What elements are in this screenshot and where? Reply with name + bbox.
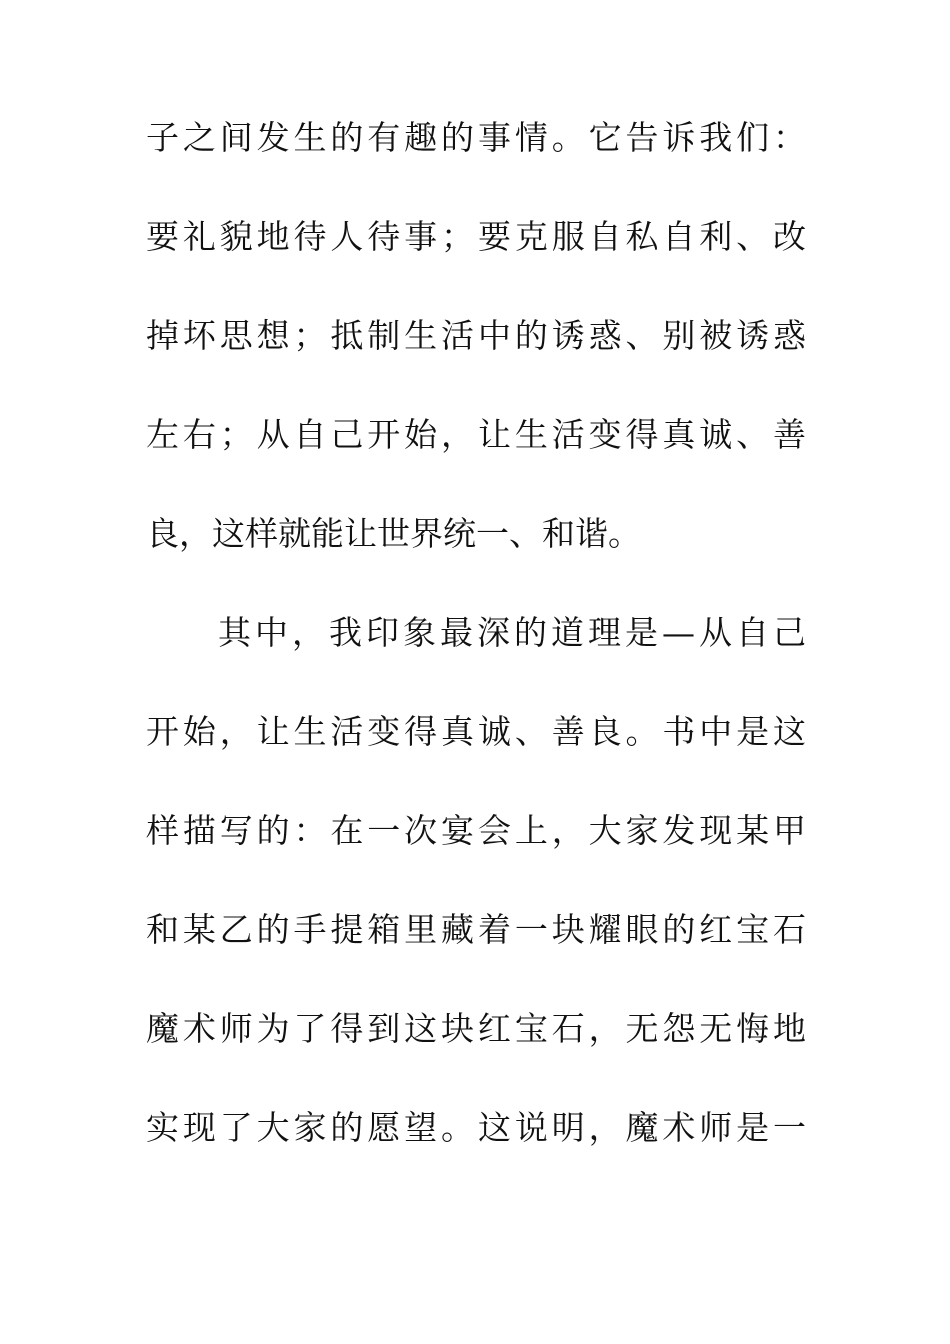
body-text [146, 118, 806, 1210]
text-line-9: 和某乙的手提箱里藏着一块耀眼的红宝石 [146, 910, 806, 949]
text-line-8: 样描写的：在一次宴会上，大家发现某甲 [146, 811, 806, 850]
text-line-10: 魔术师为了得到这块红宝石，无怨无悔地 [146, 1009, 806, 1048]
text-line-4: 左右；从自己开始，让生活变得真诚、善 [146, 415, 806, 454]
text-line-3: 掉坏思想；抵制生活中的诱惑、别被诱惑 [146, 316, 806, 355]
text-line-11: 实现了大家的愿望。这说明，魔术师是一 [146, 1108, 806, 1147]
text-line-6: 其中，我印象最深的道理是—从自己 [218, 613, 806, 652]
text-line-5: 良，这样就能让世界统一、和谐。 [146, 514, 641, 553]
text-line-1: 子之间发生的有趣的事情。它告诉我们： [146, 118, 806, 157]
text-line-2: 要礼貌地待人待事；要克服自私自利、改 [146, 217, 806, 256]
text-line-7: 开始，让生活变得真诚、善良。书中是这 [146, 712, 806, 751]
